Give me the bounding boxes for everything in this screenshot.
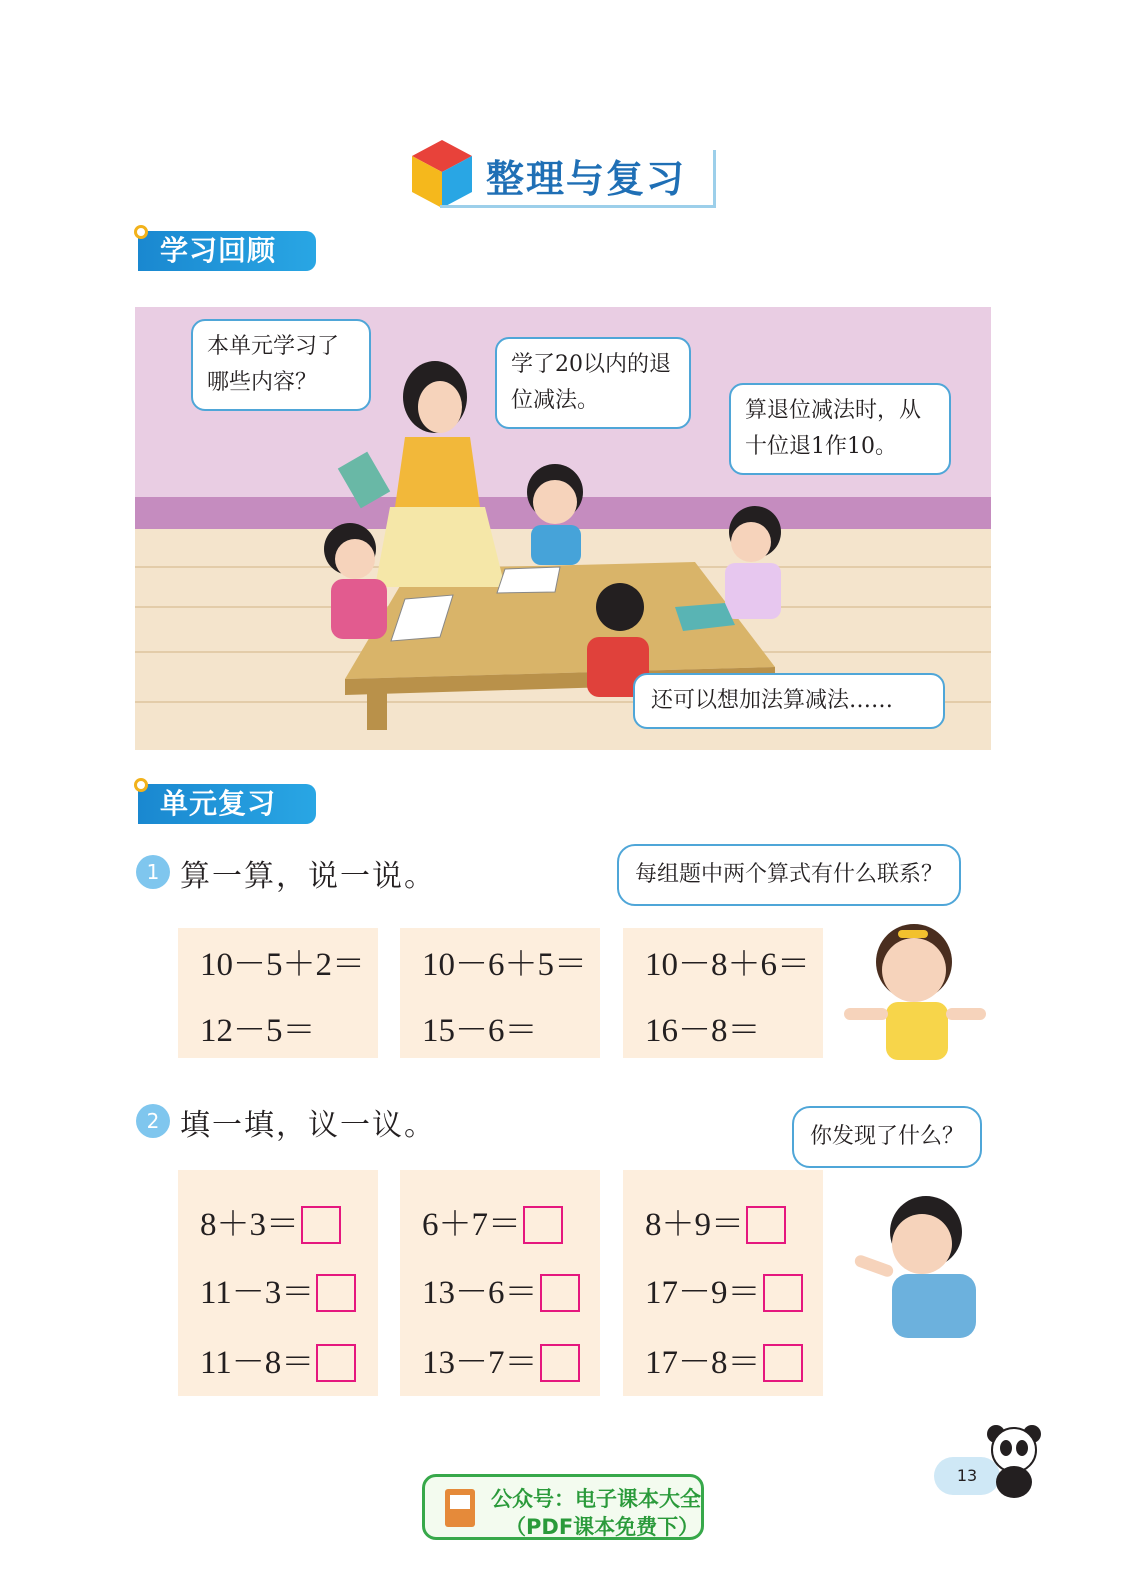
- hint-bubble: [617, 844, 961, 906]
- teacher-speech-bubble: [191, 319, 371, 411]
- equation: 16－8＝: [645, 1013, 761, 1049]
- equation: [422, 1198, 563, 1245]
- boy-character-image: [852, 1190, 982, 1340]
- answer-box[interactable]: [316, 1274, 356, 1312]
- classroom-illustration: [135, 307, 991, 750]
- equation-panel: [400, 1170, 600, 1396]
- equation-text: 13－6＝: [422, 1275, 538, 1311]
- equation: [645, 1266, 803, 1313]
- problem-number-badge: 1: [136, 855, 170, 889]
- answer-box[interactable]: [316, 1344, 356, 1382]
- bubble-text: 算退位减法时，从十位退1作10。: [745, 398, 922, 459]
- answer-box[interactable]: [746, 1206, 786, 1244]
- equation-text: 11－3＝: [200, 1275, 315, 1311]
- banner-dot-icon: [134, 778, 148, 792]
- boy-right-speech-bubble: [729, 383, 951, 475]
- problem-number-badge: 2: [136, 1104, 170, 1138]
- girl-speech-bubble: [633, 673, 945, 729]
- equation-text: 8＋3＝: [200, 1207, 299, 1243]
- equation: [422, 1336, 580, 1383]
- equation-text: 17－8＝: [645, 1345, 761, 1381]
- section-unit-review-banner: [138, 784, 316, 824]
- book-icon: [439, 1485, 483, 1533]
- banner-dot-icon: [134, 225, 148, 239]
- equation: [200, 1198, 341, 1245]
- panda-icon: [982, 1422, 1048, 1500]
- equation: 10－5＋2＝: [200, 947, 365, 983]
- equation-text: 6＋7＝: [422, 1207, 521, 1243]
- equation-panel: [178, 1170, 378, 1396]
- equation: [645, 1198, 786, 1245]
- hint-text: 你发现了什么？: [810, 1124, 965, 1149]
- bubble-text: 本单元学习了哪些内容？: [207, 334, 340, 395]
- equation-panel: [400, 928, 600, 1058]
- page-number: 13: [934, 1457, 1000, 1495]
- answer-box[interactable]: [301, 1206, 341, 1244]
- section-unit-review-label: 单元复习: [160, 787, 277, 820]
- girl-character-image: [842, 918, 990, 1060]
- equation: [645, 1336, 803, 1383]
- problem-title: 算一算，说一说。: [180, 859, 436, 894]
- equation-panel: [178, 928, 378, 1058]
- equation: 15－6＝: [422, 1013, 538, 1049]
- footer-line2: （PDF课本免费下）: [505, 1515, 700, 1539]
- equation: [200, 1266, 356, 1313]
- equation-text: 8＋9＝: [645, 1207, 744, 1243]
- answer-box[interactable]: [523, 1206, 563, 1244]
- equation: 12－5＝: [200, 1013, 316, 1049]
- page-title: [410, 138, 720, 212]
- equation-text: 17－9＝: [645, 1275, 761, 1311]
- equation-panel: [623, 1170, 823, 1396]
- answer-box[interactable]: [540, 1274, 580, 1312]
- equation-text: 11－8＝: [200, 1345, 315, 1381]
- equation-text: 13－7＝: [422, 1345, 538, 1381]
- boy-speech-bubble: [495, 337, 691, 429]
- section-review-label: 学习回顾: [160, 234, 277, 267]
- section-review-banner: [138, 231, 316, 271]
- bubble-text: 学了20以内的退位减法。: [511, 352, 671, 413]
- answer-box[interactable]: [763, 1274, 803, 1312]
- equation: [422, 1266, 580, 1313]
- equation: [200, 1336, 356, 1383]
- footer-badge: [422, 1474, 704, 1540]
- equation: 10－6＋5＝: [422, 947, 587, 983]
- bubble-text: 还可以想加法算减法……: [651, 688, 894, 713]
- equation: 10－8＋6＝: [645, 947, 810, 983]
- answer-box[interactable]: [540, 1344, 580, 1382]
- title-text: 整理与复习: [486, 157, 687, 201]
- equation-panel: [623, 928, 823, 1058]
- hint-bubble: [792, 1106, 982, 1168]
- footer-line1: 公众号：电子课本大全: [491, 1487, 701, 1511]
- hint-text: 每组题中两个算式有什么联系？: [635, 862, 944, 887]
- answer-box[interactable]: [763, 1344, 803, 1382]
- problem-title: 填一填，议一议。: [180, 1108, 436, 1143]
